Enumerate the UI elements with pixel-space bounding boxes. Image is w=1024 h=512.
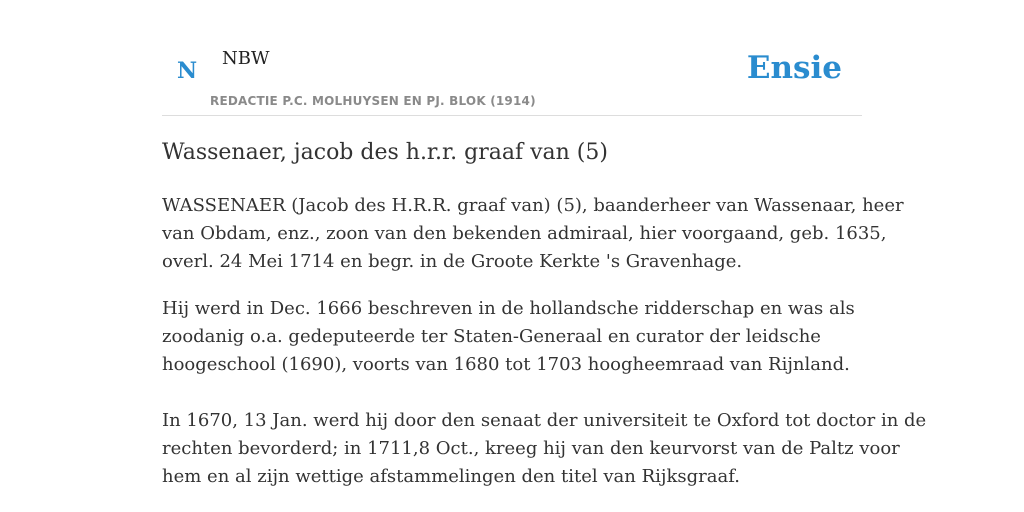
article-paragraph <box>162 192 904 276</box>
paragraph-line: hem en al zijn wettige afstammelingen den titel van Rijksgraaf. <box>162 466 740 487</box>
source-logo-icon: N <box>177 58 198 84</box>
source-name[interactable]: NBW <box>222 48 270 69</box>
brand-logo-link[interactable]: Ensie <box>746 50 842 86</box>
paragraph-line: Hij werd in Dec. 1666 beschreven in de hollandsche ridderschap en was als <box>162 298 855 319</box>
header <box>162 40 862 116</box>
paragraph-line: zoodanig o.a. gedeputeerde ter Staten-Generaal en curator der leidsche <box>162 326 821 347</box>
paragraph-line: van Obdam, enz., zoon van den bekenden admiraal, hier voorgaand, geb. 1635, <box>162 223 887 244</box>
article-paragraph <box>162 407 927 491</box>
article-title: Wassenaer, jacob des h.r.r. graaf van (5) <box>162 140 608 165</box>
paragraph-line: In 1670, 13 Jan. werd hij door den senaat der universiteit te Oxford tot doctor in de <box>162 410 927 431</box>
paragraph-line: overl. 24 Mei 1714 en begr. in de Groote Kerkte 's Gravenhage. <box>162 251 743 272</box>
paragraph-line: rechten bevorderd; in 1711,8 Oct., kreeg hij van den keurvorst van de Paltz voor <box>162 438 900 459</box>
article-paragraph <box>162 295 862 379</box>
paragraph-line: WASSENAER (Jacob des H.R.R. graaf van) (5), baanderheer van Wassenaar, heer <box>162 195 904 216</box>
paragraph-line: hoogeschool (1690), voorts van 1680 tot 1703 hoogheemraad van Rijnland. <box>162 354 850 375</box>
editors-line: REDACTIE P.C. MOLHUYSEN EN PJ. BLOK (1914) <box>210 94 536 108</box>
